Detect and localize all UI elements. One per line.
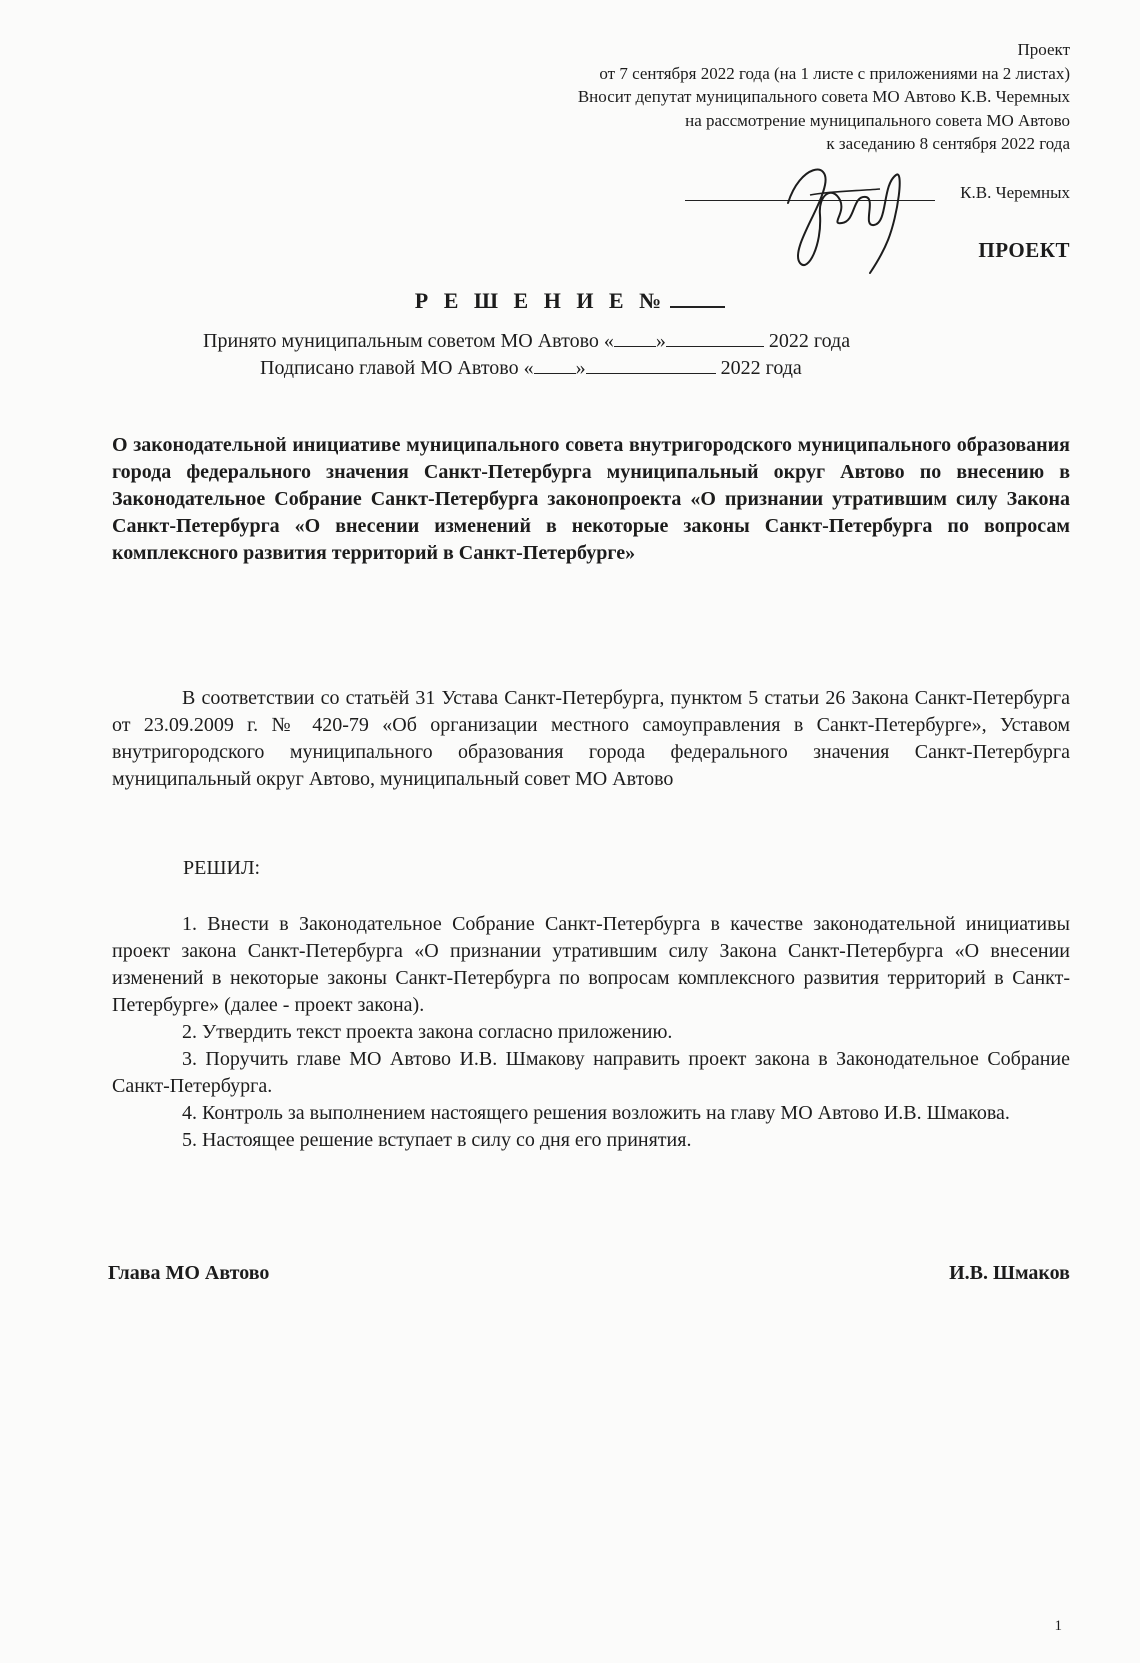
- accepted-line: [203, 328, 850, 353]
- page-number: 1: [1054, 1618, 1062, 1634]
- list-item: 2. Утвердить текст проекта закона согласно приложению.: [182, 1021, 673, 1043]
- draft-label: ПРОЕКТ: [978, 238, 1070, 262]
- signed-prefix: Подписано главой МО Автово «: [260, 357, 534, 379]
- number-blank: [670, 286, 725, 308]
- draft-header: [370, 38, 1070, 156]
- title-text: Р Е Ш Е Н И Е №: [414, 288, 667, 313]
- month-blank: [586, 355, 716, 374]
- preamble: [112, 685, 1070, 793]
- signer-name: К.В. Черемных: [960, 183, 1070, 202]
- signature-name: И.В. Шмаков: [949, 1262, 1070, 1284]
- accepted-prefix: Принято муниципальным советом МО Автово «: [203, 330, 614, 352]
- list-item: 5. Настоящее решение вступает в силу со дня его принятия.: [182, 1129, 692, 1151]
- decision-items: [112, 911, 1070, 1154]
- list-item: 1. Внести в Законодательное Собрание Санкт-Петербурга в качестве законодательной инициативы проект закона Санкт-Петербурга «О признании утратившим силу Закона Санкт-Петербурга «О внесении изменений в некоторые законы Санкт-Петербурга по вопросам комплексного развития территорий в Санкт-Петербурге» (далее - проект закона).: [112, 913, 1070, 1016]
- accepted-suffix: 2022 года: [763, 330, 851, 352]
- list-item: 4. Контроль за выполнением настоящего решения возложить на главу МО Автово И.В. Шмакова.: [182, 1102, 1010, 1124]
- resolved-label: РЕШИЛ:: [183, 857, 261, 879]
- quote-mark: »: [575, 357, 586, 379]
- day-blank: [534, 355, 576, 374]
- handwritten-signature: [770, 155, 920, 275]
- signature-position: Глава МО Автово: [108, 1262, 270, 1284]
- preamble-text: В соответствии со статьёй 31 Устава Санкт-Петербурга, пунктом 5 статьи 26 Закона Санкт-Петербурга от 23.09.2009 г. № 420-79 «Об организации местного самоуправления в Санкт-Петербурге», Уставом внутригородского муниципального образования города федерального значения Санкт-Петербурга муниципальный округ Автово, муниципальный совет МО Автово: [112, 687, 1070, 790]
- list-item: 3. Поручить главе МО Автово И.В. Шмакову направить проект закона в Законодательное Собрание Санкт-Петербурга.: [112, 1048, 1070, 1097]
- header-line: Вносит депутат муниципального совета МО Автово К.В. Черемных: [577, 87, 1070, 106]
- header-line: к заседанию 8 сентября 2022 года: [826, 134, 1070, 153]
- signed-line: [260, 355, 802, 380]
- header-line: Проект: [1017, 40, 1070, 59]
- signed-suffix: 2022 года: [715, 357, 802, 379]
- quote-mark: »: [655, 330, 666, 352]
- day-blank: [614, 328, 656, 347]
- document-title: [0, 286, 1140, 314]
- header-line: на рассмотрение муниципального совета МО Автово: [685, 110, 1070, 130]
- header-line: от 7 сентября 2022 года (на 1 листе с приложениями на 2 листах): [599, 63, 1070, 83]
- decision-subject: О законодательной инициативе муниципального совета внутригородского муниципального образования города федерального значения Санкт-Петербурга муниципальный округ Автово по внесению в Законодательное Собрание Санкт-Петербурга законопроекта «О признании утратившим силу Закона Санкт-Петербурга «О внесении изменений в некоторые законы Санкт-Петербурга по вопросам комплексного развития территорий в Санкт-Петербурге»: [112, 434, 1070, 564]
- month-blank: [666, 328, 764, 347]
